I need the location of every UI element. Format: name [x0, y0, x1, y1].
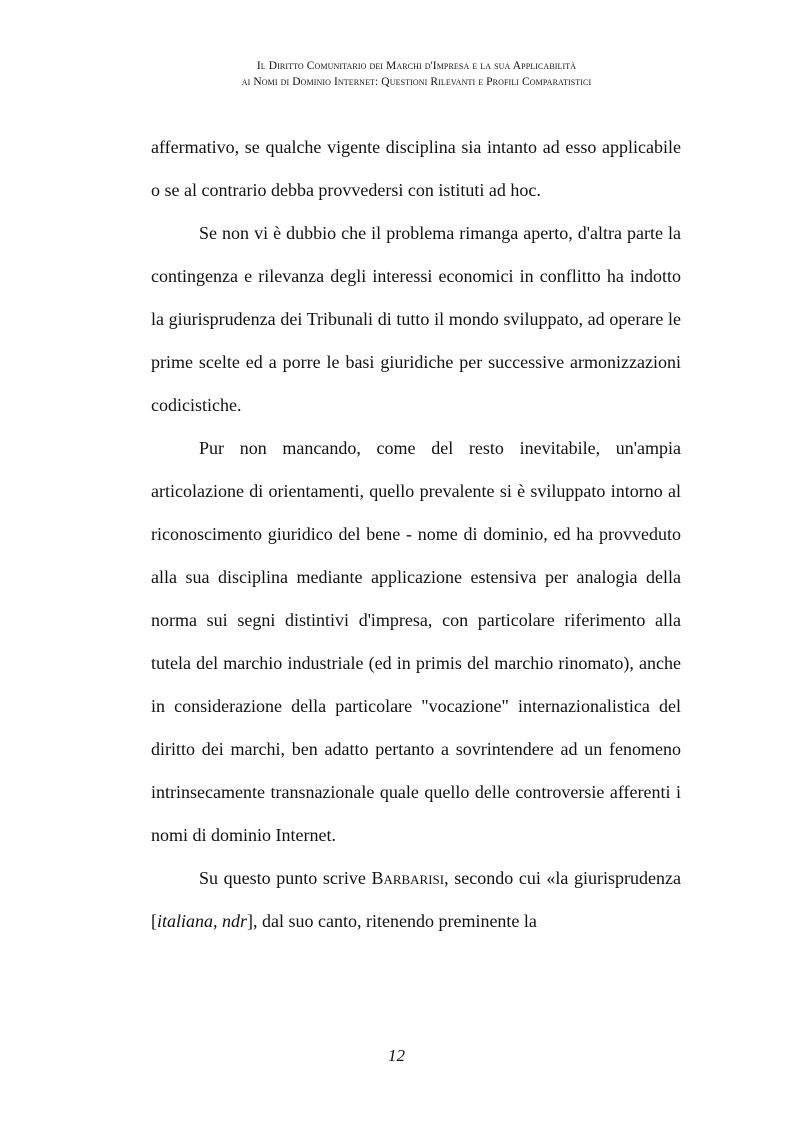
header-line-2: ai Nomi di Dominio Internet: Questioni Rilevanti e Profili Comparatistici — [241, 76, 592, 88]
p4-text-after-author: , secondo cui «la giurisprudenza [ — [151, 868, 681, 931]
body-text — [151, 126, 681, 943]
cited-author: Barbarisi — [371, 868, 445, 888]
editorial-note: italiana, ndr — [157, 911, 248, 931]
page-number: 12 — [388, 1046, 405, 1065]
paragraph-4 — [151, 857, 681, 943]
paragraph-2: Se non vi è dubbio che il problema rimanga aperto, d'altra parte la contingenza e rilevanza degli interessi economici in conflitto ha indotto la giurisprudenza dei Tribunali di tutto il mondo sviluppato, ad operare le prime scelte ed a porre le basi giuridiche per successive armonizzazioni codicistiche. — [151, 223, 681, 415]
p4-text-after-note: ], dal suo canto, ritenendo preminente la — [247, 911, 537, 931]
paragraph-3: Pur non mancando, come del resto inevitabile, un'ampia articolazione di orientamenti, quello prevalente si è sviluppato intorno al riconoscimento giuridico del bene - nome di dominio, ed ha provveduto alla sua disciplina mediante applicazione estensiva per analogia della norma sui segni distintivi d'impresa, con particolare riferimento alla tutela del marchio industriale (ed in primis del marchio rinomato), anche in considerazione della particolare "vocazione" internazionalistica del diritto dei marchi, ben adatto pertanto a sovrintendere ad un fenomeno intrinsecamente transnazionale quale quello delle controversie afferenti i nomi di dominio Internet. — [151, 438, 681, 845]
paragraph-continuation: affermativo, se qualche vigente disciplina sia intanto ad esso applicabile o se al contrario debba provvedersi con istituti ad hoc. — [151, 137, 681, 200]
running-header — [120, 58, 713, 90]
header-line-1: Il Diritto Comunitario dei Marchi d'Impresa e la sua Applicabilità — [256, 60, 577, 72]
p4-text-before-author: Su questo punto scrive — [199, 868, 372, 888]
